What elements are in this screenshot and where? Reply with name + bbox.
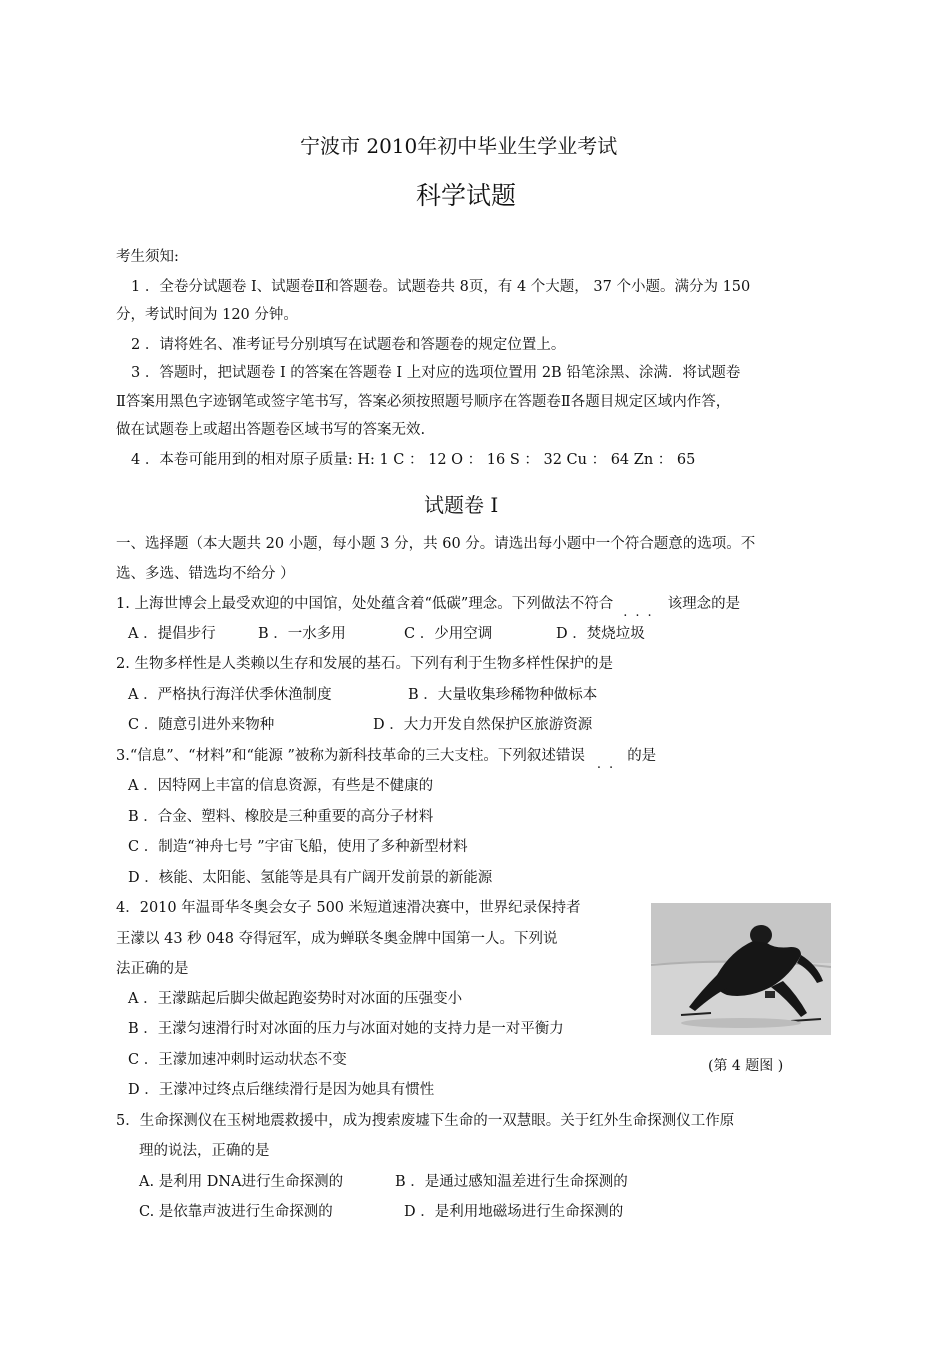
notice-item-3-line-1: 3 ．答题时，把试题卷 Ⅰ 的答案在答题卷 Ⅰ 上对应的选项位置用 2B 铅笔涂黑、涂满．将试题卷 xyxy=(131,365,741,381)
question-5-option-a: A. 是利用 DNA进行生命探测的 xyxy=(139,1174,344,1190)
question-3-stem-end: 的是 xyxy=(627,748,657,764)
notice-item-3-line-2: Ⅱ答案用黑色字迹钢笔或签字笔书写，答案必须按照题号顺序在答题卷Ⅱ各题目规定区域内作答， xyxy=(116,394,731,410)
question-5-option-b: B ．是通过感知温差进行生命探测的 xyxy=(395,1174,628,1190)
section-title: 试题卷 Ⅰ xyxy=(424,493,499,517)
question-4-stem-line-2: 王濛以 43 秒 048 夺得冠军，成为蝉联冬奥金牌中国第一人。下列说 xyxy=(116,931,558,947)
section-intro-line-2: 选、多选、错选均不给分 ） xyxy=(116,566,295,582)
notice-item-4: 4 ．本卷可能用到的相对原子质量: H: 1 C ： 12 O ： 16 S ： 32 Cu ： 64 Zn ： 65 xyxy=(131,452,696,468)
question-2-option-a: A ．严格执行海洋伏季休渔制度 xyxy=(128,687,332,703)
question-4-stem-line-1: 4．2010 年温哥华冬奥会女子 500 米短道速滑决赛中，世界纪录保持者 xyxy=(116,900,581,916)
question-3-option-d: D ．核能、太阳能、氢能等是具有广阔开发前景的新能源 xyxy=(128,870,493,886)
question-4-option-c: C ．王濛加速冲刺时运动状态不变 xyxy=(128,1052,347,1068)
figure-caption: (第 4 题图 ) xyxy=(708,1058,784,1074)
question-4-stem-line-3: 法正确的是 xyxy=(116,961,189,977)
question-3-option-b: B ．合金、塑料、橡胶是三种重要的高分子材料 xyxy=(128,809,434,825)
question-4-option-b: B ．王濛匀速滑行时对冰面的压力与冰面对她的支持力是一对平衡力 xyxy=(128,1021,564,1037)
exam-subtitle: 科学试题 xyxy=(416,181,517,210)
question-1-stem-end: 该理念的是 xyxy=(667,596,741,612)
speed-skater-illustration xyxy=(651,903,831,1035)
question-1-stem-start: 1. 上海世博会上最受欢迎的中国馆，处处蕴含着“低碳”理念。下列做法不符合 xyxy=(116,596,614,612)
question-4-option-d: D ．王濛冲过终点后继续滑行是因为她具有惯性 xyxy=(128,1082,435,1098)
question-3-stem xyxy=(116,747,657,772)
question-3-stem-start: 3.“信息”、“材料”和“能源 ”被称为新科技革命的三大支柱。下列叙述错误 xyxy=(116,748,585,764)
emphasis-dots: .. xyxy=(596,757,622,772)
section-intro-line-1: 一、选择题（本大题共 20 小题，每小题 3 分，共 60 分。请选出每小题中一个符合题意的选项。不 xyxy=(116,536,756,552)
question-5-stem-line-1: 5．生命探测仪在玉树地震救援中，成为搜索废墟下生命的一双慧眼。关于红外生命探测仪工作原 xyxy=(116,1113,735,1129)
question-1-option-a: A ．提倡步行 xyxy=(128,626,216,642)
question-3-option-c: C ．制造“神舟七号 ”宇宙飞船，使用了多种新型材料 xyxy=(128,839,468,855)
question-2-stem: 2. 生物多样性是人类赖以生存和发展的基石。下列有利于生物多样性保护的是 xyxy=(116,656,613,672)
question-2-option-b: B ．大量收集珍稀物种做标本 xyxy=(408,687,598,703)
question-1-option-b: B ．一水多用 xyxy=(258,626,346,642)
question-4-option-a: A ．王濛踮起后脚尖做起跑姿势时对冰面的压强变小 xyxy=(128,991,463,1007)
question-2-option-c: C ．随意引进外来物种 xyxy=(128,717,275,733)
notice-item-1-line-2: 分，考试时间为 120 分钟。 xyxy=(116,307,298,323)
question-1-option-d: D ．焚烧垃圾 xyxy=(556,626,645,642)
notice-item-2: 2 ．请将姓名、准考证号分别填写在试题卷和答题卷的规定位置上。 xyxy=(131,337,566,353)
notice-item-1-line-1: 1 ．全卷分试题卷 Ⅰ、试题卷Ⅱ和答题卷。试题卷共 8页，有 4 个大题， 37 个小题。满分为 150 xyxy=(131,279,751,295)
question-1-stem xyxy=(116,595,741,620)
question-5-stem-line-2: 理的说法，正确的是 xyxy=(139,1143,270,1159)
question-1-option-c: C ．少用空调 xyxy=(404,626,493,642)
question-2-option-d: D ．大力开发自然保护区旅游资源 xyxy=(373,717,593,733)
question-5-option-c: C. 是依靠声波进行生命探测的 xyxy=(139,1204,333,1220)
question-3-option-a: A ．因特网上丰富的信息资源，有些是不健康的 xyxy=(128,778,434,794)
emphasis-dots: ... xyxy=(623,605,660,620)
speed-skater-photo xyxy=(651,903,831,1035)
notice-item-3-line-3: 做在试题卷上或超出答题卷区域书写的答案无效. xyxy=(116,422,426,438)
notice-heading: 考生须知: xyxy=(116,249,179,265)
exam-title: 宁波市 2010年初中毕业生学业考试 xyxy=(300,134,618,158)
question-5-option-d: D ．是利用地磁场进行生命探测的 xyxy=(404,1204,624,1220)
